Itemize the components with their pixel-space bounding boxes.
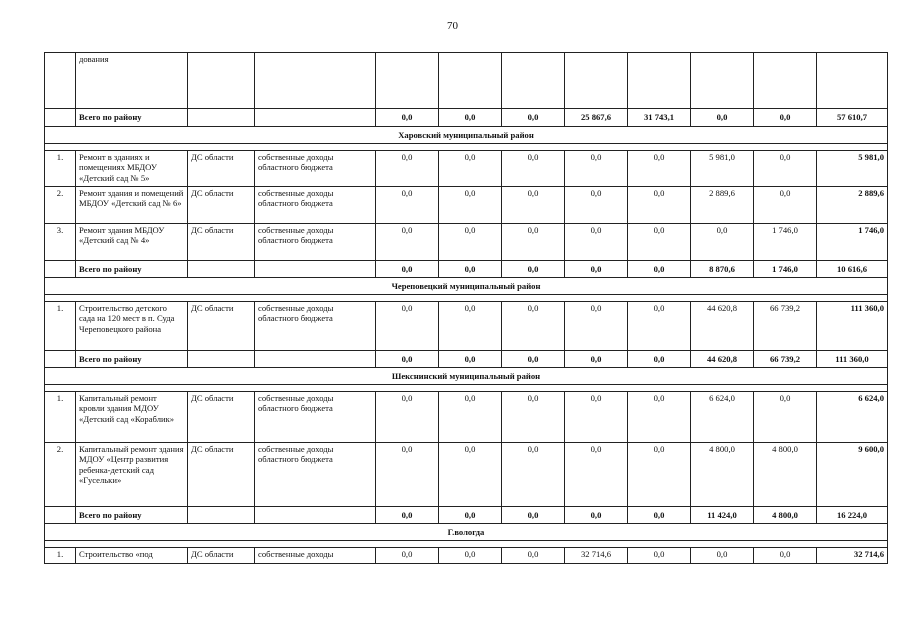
- object-name-cell: Ремонт в зданиях и помещениях МБДОУ «Детский сад № 5»: [76, 151, 188, 187]
- value-cell: 0,0: [376, 443, 439, 507]
- value-cell: 0,0: [628, 261, 691, 278]
- value-cell: 5 981,0: [691, 151, 754, 187]
- total-row: [45, 507, 888, 524]
- table-row: [45, 302, 888, 351]
- value-cell: 0,0: [376, 507, 439, 524]
- value-cell: 0,0: [628, 548, 691, 564]
- table-row: [45, 187, 888, 224]
- section-title: Череповецкий муниципальный район: [45, 278, 888, 295]
- customer-cell: ДС области: [188, 224, 255, 261]
- budget-table: [44, 52, 888, 564]
- row-number-cell: 1.: [45, 151, 76, 187]
- object-name-cell: Строительство детского сада на 120 мест в п. Суда Череповецкого района: [76, 302, 188, 351]
- value-cell: 0,0: [439, 507, 502, 524]
- value-cell: 0,0: [376, 224, 439, 261]
- row-number-cell: 1.: [45, 392, 76, 443]
- value-cell: 0,0: [565, 392, 628, 443]
- value-cell: 0,0: [502, 507, 565, 524]
- source-cell: [255, 261, 376, 278]
- value-cell: 0,0: [565, 261, 628, 278]
- section-header-row: [45, 278, 888, 295]
- value-cell: 11 424,0: [691, 507, 754, 524]
- value-cell: 57 610,7: [817, 109, 888, 127]
- value-cell: 0,0: [376, 548, 439, 564]
- spacer-row: [45, 144, 888, 151]
- total-label: Всего по району: [76, 351, 188, 368]
- total-row: [45, 109, 888, 127]
- value-cell: 0,0: [628, 187, 691, 224]
- value-cell: 0,0: [691, 109, 754, 127]
- object-name-cell: Капитальный ремонт здания МДОУ «Центр развития ребенка-детский сад «Гусельки»: [76, 443, 188, 507]
- total-label: Всего по району: [76, 109, 188, 127]
- value-cell: 1 746,0: [754, 261, 817, 278]
- section-header-row: [45, 127, 888, 144]
- value-cell: 0,0: [754, 187, 817, 224]
- value-cell: 44 620,8: [691, 302, 754, 351]
- value-cell: 31 743,1: [628, 109, 691, 127]
- value-cell: 0,0: [628, 443, 691, 507]
- object-name-cell: Капитальный ремонт кровли здания МДОУ «Детский сад «Кораблик»: [76, 392, 188, 443]
- value-cell: 0,0: [502, 109, 565, 127]
- value-cell: 0,0: [502, 224, 565, 261]
- value-cell: 0,0: [439, 302, 502, 351]
- source-cell: собственные доходы областного бюджета: [255, 224, 376, 261]
- source-cell: собственные доходы: [255, 548, 376, 564]
- value-cell: 0,0: [439, 351, 502, 368]
- value-cell: 4 800,0: [754, 507, 817, 524]
- value-cell: 0,0: [439, 261, 502, 278]
- section-header-row: [45, 524, 888, 541]
- spacer-cell: [45, 295, 888, 302]
- section-header-row: [45, 368, 888, 385]
- value-cell: 0,0: [502, 392, 565, 443]
- customer-cell: [188, 507, 255, 524]
- source-cell: [255, 351, 376, 368]
- customer-cell: ДС области: [188, 443, 255, 507]
- section-title: Г.вологда: [45, 524, 888, 541]
- value-cell: 66 739,2: [754, 302, 817, 351]
- value-cell: 5 981,0: [817, 151, 888, 187]
- value-cell: 0,0: [376, 392, 439, 443]
- row-number-cell: 1.: [45, 302, 76, 351]
- row-number-cell: [45, 351, 76, 368]
- total-label: Всего по району: [76, 261, 188, 278]
- value-cell: 0,0: [376, 351, 439, 368]
- value-cell: 0,0: [565, 443, 628, 507]
- value-cell: 0,0: [439, 187, 502, 224]
- value-cell: 0,0: [439, 548, 502, 564]
- value-cell: 0,0: [376, 151, 439, 187]
- value-cell: 6 624,0: [691, 392, 754, 443]
- source-cell: собственные доходы областного бюджета: [255, 302, 376, 351]
- value-cell: 0,0: [502, 151, 565, 187]
- value-cell: 0,0: [439, 151, 502, 187]
- value-cell: 0,0: [691, 224, 754, 261]
- table-body: [45, 53, 888, 564]
- value-cell: 10 616,6: [817, 261, 888, 278]
- page-number: 70: [447, 20, 458, 32]
- value-cell: 1 746,0: [817, 224, 888, 261]
- value-cell: 0,0: [565, 507, 628, 524]
- source-cell: собственные доходы областного бюджета: [255, 151, 376, 187]
- section-title: Шекснинский муниципальный район: [45, 368, 888, 385]
- value-cell: 0,0: [691, 548, 754, 564]
- value-cell: 8 870,6: [691, 261, 754, 278]
- table-row: [45, 151, 888, 187]
- customer-cell: ДС области: [188, 187, 255, 224]
- customer-cell: ДС области: [188, 392, 255, 443]
- row-number-cell: [45, 53, 76, 109]
- value-cell: 0,0: [439, 224, 502, 261]
- customer-cell: [188, 53, 255, 109]
- value-cell: 111 360,0: [817, 302, 888, 351]
- row-number-cell: 2.: [45, 443, 76, 507]
- value-cell: 9 600,0: [817, 443, 888, 507]
- spacer-row: [45, 295, 888, 302]
- value-cell: 44 620,8: [691, 351, 754, 368]
- value-cell: 0,0: [502, 443, 565, 507]
- table-row: [45, 548, 888, 564]
- value-cell: 2 889,6: [691, 187, 754, 224]
- value-cell: 0,0: [628, 224, 691, 261]
- row-number-cell: [45, 507, 76, 524]
- value-cell: 0,0: [565, 187, 628, 224]
- customer-cell: [188, 351, 255, 368]
- value-cell: 0,0: [628, 151, 691, 187]
- value-cell: 0,0: [628, 392, 691, 443]
- customer-cell: ДС области: [188, 302, 255, 351]
- value-cell: 0,0: [376, 302, 439, 351]
- object-name-cell: Ремонт здания и помещений МБДОУ «Детский сад № 6»: [76, 187, 188, 224]
- value-cell: 111 360,0: [817, 351, 888, 368]
- row-number-cell: 2.: [45, 187, 76, 224]
- value-cell: 0,0: [754, 151, 817, 187]
- row-number-cell: 3.: [45, 224, 76, 261]
- value-cell: 0,0: [439, 443, 502, 507]
- value-cell: 6 624,0: [817, 392, 888, 443]
- value-cell: 32 714,6: [565, 548, 628, 564]
- value-cell: 0,0: [754, 392, 817, 443]
- value-cell: 0,0: [502, 351, 565, 368]
- value-cell: 0,0: [502, 548, 565, 564]
- table-row: [45, 224, 888, 261]
- value-cell: 0,0: [565, 151, 628, 187]
- value-cell: 0,0: [439, 392, 502, 443]
- value-cell: 25 867,6: [565, 109, 628, 127]
- value-cell: 32 714,6: [817, 548, 888, 564]
- object-name-cell: Строительство «под: [76, 548, 188, 564]
- spacer-cell: [45, 144, 888, 151]
- spacer-cell: [45, 541, 888, 548]
- customer-cell: ДС области: [188, 548, 255, 564]
- value-cell: 66 739,2: [754, 351, 817, 368]
- value-cell: 0,0: [439, 109, 502, 127]
- spacer-cell: [45, 385, 888, 392]
- value-cell: 0,0: [628, 351, 691, 368]
- source-cell: [255, 53, 376, 109]
- value-cell: 0,0: [376, 109, 439, 127]
- customer-cell: [188, 261, 255, 278]
- source-cell: собственные доходы областного бюджета: [255, 443, 376, 507]
- value-cell: 2 889,6: [817, 187, 888, 224]
- value-cell: 0,0: [502, 187, 565, 224]
- value-cell: 0,0: [565, 302, 628, 351]
- total-row: [45, 351, 888, 368]
- value-cell: 0,0: [376, 187, 439, 224]
- total-row: [45, 261, 888, 278]
- row-number-cell: 1.: [45, 548, 76, 564]
- row-number-cell: [45, 261, 76, 278]
- source-cell: [255, 507, 376, 524]
- object-name-cell: дования: [76, 53, 188, 109]
- table-row: [45, 392, 888, 443]
- customer-cell: ДС области: [188, 151, 255, 187]
- value-cell: 0,0: [502, 261, 565, 278]
- source-cell: собственные доходы областного бюджета: [255, 187, 376, 224]
- value-cell: 0,0: [754, 548, 817, 564]
- spacer-row: [45, 541, 888, 548]
- value-cell: 0,0: [628, 507, 691, 524]
- spacer-row: [45, 385, 888, 392]
- value-cell: 4 800,0: [691, 443, 754, 507]
- value-cell: 1 746,0: [754, 224, 817, 261]
- value-cell: 0,0: [628, 302, 691, 351]
- value-cell: 4 800,0: [754, 443, 817, 507]
- value-cell: 0,0: [754, 109, 817, 127]
- value-cell: 0,0: [565, 224, 628, 261]
- table-row: [45, 53, 888, 109]
- object-name-cell: Ремонт здания МБДОУ «Детский сад № 4»: [76, 224, 188, 261]
- value-cell: 0,0: [502, 302, 565, 351]
- value-cell: 0,0: [565, 351, 628, 368]
- value-cell: 0,0: [376, 261, 439, 278]
- total-label: Всего по району: [76, 507, 188, 524]
- source-cell: собственные доходы областного бюджета: [255, 392, 376, 443]
- section-title: Харовский муниципальный район: [45, 127, 888, 144]
- value-cell: 16 224,0: [817, 507, 888, 524]
- table-row: [45, 443, 888, 507]
